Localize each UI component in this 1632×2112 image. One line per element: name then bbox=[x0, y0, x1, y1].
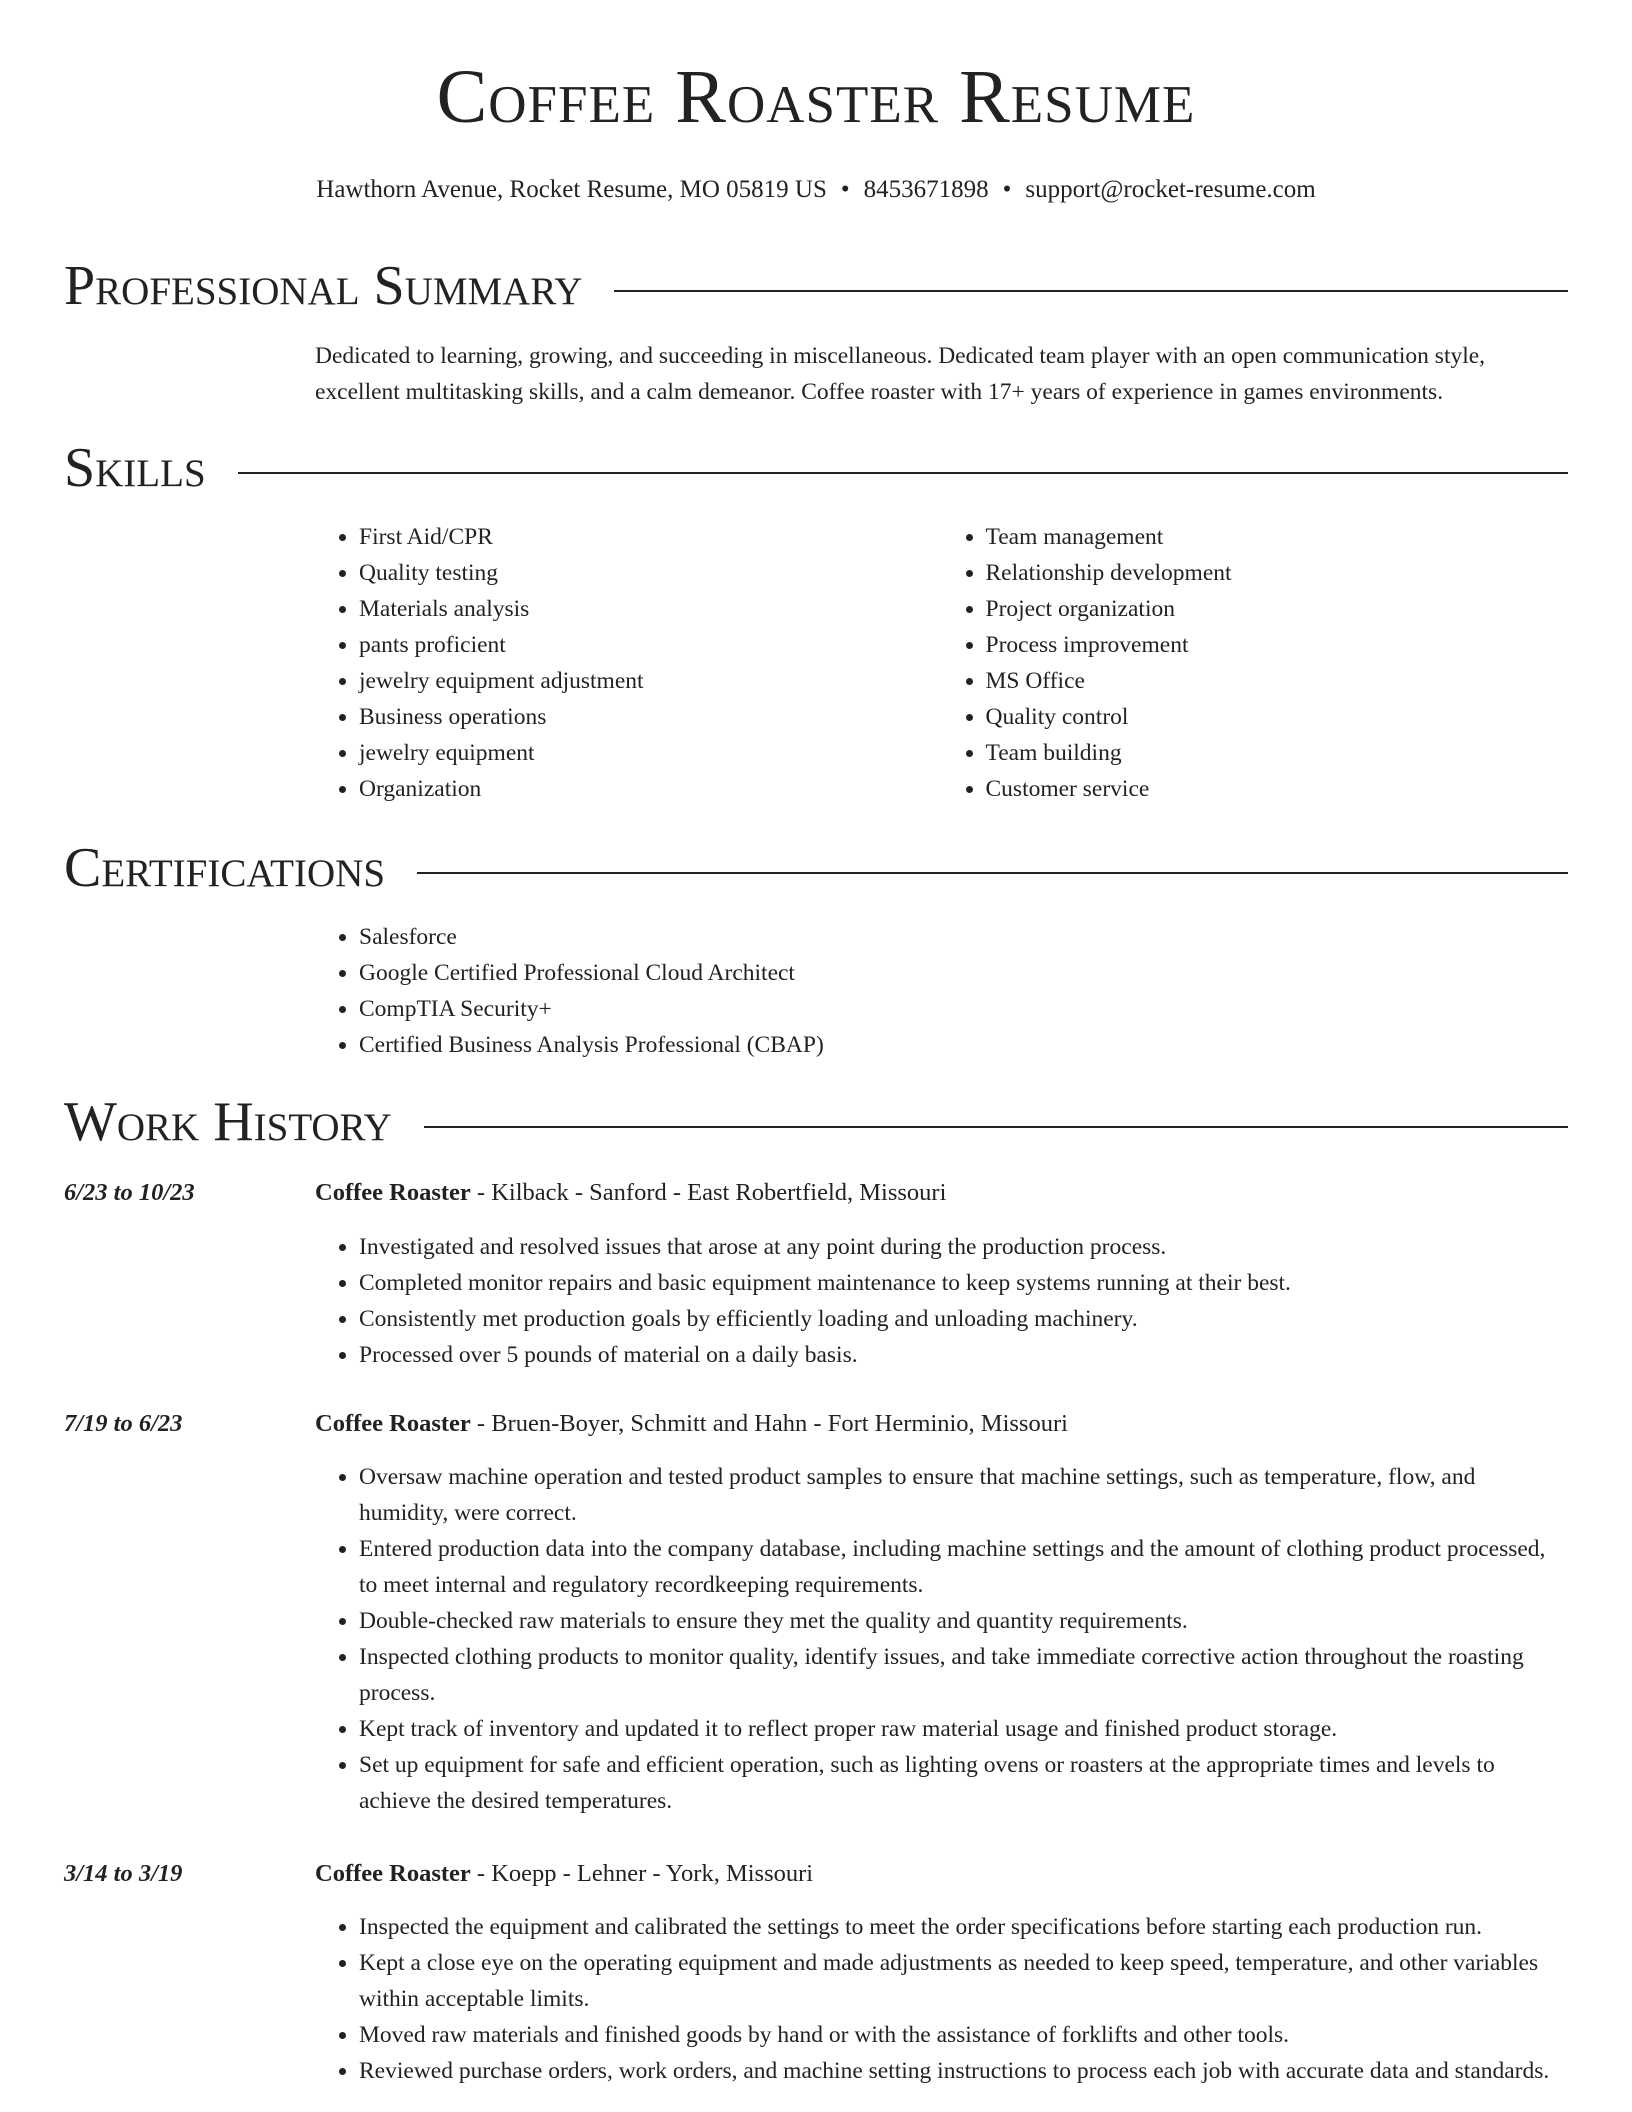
job-duty-item: • Processed over 5 pounds of material on a daily basis. bbox=[359, 1337, 1568, 1373]
skill-item: • Relationship development bbox=[986, 555, 1569, 591]
summary-text: Dedicated to learning, growing, and succeeding in miscellaneous. Dedicated team player with an open communication style, excellent multitasking skills, and a calm demeanor. Coffee roaster with 17+ years of experience in games environments. bbox=[315, 343, 1486, 405]
job-title-line bbox=[315, 1856, 1568, 1892]
job-dates: 6/23 to 10/23 bbox=[64, 1179, 195, 1206]
skill-item: • jewelry equipment bbox=[359, 735, 942, 771]
job-duty-item: • Double-checked raw materials to ensure they met the quality and quantity requirements. bbox=[359, 1603, 1568, 1639]
skill-item: • Materials analysis bbox=[359, 591, 942, 627]
certification-item: • CompTIA Security+ bbox=[359, 991, 1568, 1027]
job-employer: - Koepp - Lehner - York, Missouri bbox=[470, 1860, 814, 1887]
job-title: Coffee Roaster bbox=[315, 1179, 471, 1206]
skill-item: • pants proficient bbox=[359, 627, 942, 663]
job-duty-item: • Consistently met production goals by efficiently loading and unloading machinery. bbox=[359, 1301, 1568, 1337]
skill-item: • Customer service bbox=[986, 771, 1569, 807]
skill-item: • Team management bbox=[986, 519, 1569, 555]
contact-address: Hawthorn Avenue, Rocket Resume, MO 05819 US bbox=[316, 176, 827, 203]
section-heading: Skills bbox=[64, 437, 206, 499]
certification-item: • Google Certified Professional Cloud Architect bbox=[359, 955, 1568, 991]
skill-item: • Team building bbox=[986, 735, 1569, 771]
certification-item: • Salesforce bbox=[359, 919, 1568, 955]
job-duties bbox=[315, 1909, 1568, 2089]
skill-item: • Quality control bbox=[986, 699, 1569, 735]
job-duty-item: • Set up equipment for safe and efficient operation, such as lighting ovens or roasters at the appropriate times and levels to achieve the desired temperatures. bbox=[359, 1747, 1568, 1819]
certification-item: • Certified Business Analysis Professional (CBAP) bbox=[359, 1027, 1568, 1063]
job-duty-item: • Inspected clothing products to monitor quality, identify issues, and take immediate corrective action throughout the roasting process. bbox=[359, 1639, 1568, 1711]
section-divider bbox=[614, 290, 1568, 292]
job-duties bbox=[315, 1229, 1568, 1373]
skill-item: • Organization bbox=[359, 771, 942, 807]
skill-item: • MS Office bbox=[986, 663, 1569, 699]
job-duty-item: • Completed monitor repairs and basic equipment maintenance to keep systems running at their best. bbox=[359, 1265, 1568, 1301]
job-title-line bbox=[315, 1406, 1568, 1442]
job-title: Coffee Roaster bbox=[315, 1410, 471, 1437]
section-certifications bbox=[64, 838, 1568, 900]
section-professional-summary bbox=[64, 256, 1568, 318]
section-heading: Professional Summary bbox=[64, 255, 583, 317]
job-employer: - Kilback - Sanford - East Robertfield, Missouri bbox=[470, 1179, 947, 1206]
skill-item: • Project organization bbox=[986, 591, 1569, 627]
contact-line bbox=[0, 174, 1632, 207]
skills-list bbox=[315, 519, 1568, 807]
job-employer: - Bruen-Boyer, Schmitt and Hahn - Fort Herminio, Missouri bbox=[470, 1410, 1068, 1437]
section-divider bbox=[417, 872, 1568, 874]
section-work-history bbox=[64, 1092, 1568, 1154]
job-duty-item: • Reviewed purchase orders, work orders, and machine setting instructions to process each job with accurate data and standards. bbox=[359, 2053, 1568, 2089]
skill-item: • Business operations bbox=[359, 699, 942, 735]
certifications-list bbox=[315, 919, 1568, 1063]
job-dates: 7/19 to 6/23 bbox=[64, 1410, 183, 1437]
skill-item: • jewelry equipment adjustment bbox=[359, 663, 942, 699]
skills-column-right bbox=[942, 519, 1569, 807]
section-skills bbox=[64, 438, 1568, 500]
skill-item: • First Aid/CPR bbox=[359, 519, 942, 555]
contact-separator: • bbox=[1002, 176, 1012, 203]
job-dates: 3/14 to 3/19 bbox=[64, 1860, 183, 1887]
skill-item: • Quality testing bbox=[359, 555, 942, 591]
job-duty-item: • Kept a close eye on the operating equipment and made adjustments as needed to keep speed, temperature, and other variables within acceptable limits. bbox=[359, 1945, 1568, 2017]
section-heading: Work History bbox=[64, 1091, 392, 1153]
job-duty-item: • Investigated and resolved issues that arose at any point during the production process. bbox=[359, 1229, 1568, 1265]
contact-phone: 8453671898 bbox=[863, 176, 989, 203]
job-title: Coffee Roaster bbox=[315, 1860, 471, 1887]
contact-email: support@rocket-resume.com bbox=[1025, 176, 1316, 203]
section-divider bbox=[424, 1126, 1568, 1128]
job-duty-item: • Kept track of inventory and updated it to reflect proper raw material usage and finished product storage. bbox=[359, 1711, 1568, 1747]
contact-separator: • bbox=[840, 176, 850, 203]
job-duty-item: • Inspected the equipment and calibrated the settings to meet the order specifications before starting each production run. bbox=[359, 1909, 1568, 1945]
section-heading: Certifications bbox=[64, 837, 386, 899]
job-duties bbox=[315, 1459, 1568, 1819]
job-duty-item: • Entered production data into the company database, including machine settings and the amount of clothing product processed, to meet internal and regulatory recordkeeping requirements. bbox=[359, 1531, 1568, 1603]
skill-item: • Process improvement bbox=[986, 627, 1569, 663]
job-duty-item: • Oversaw machine operation and tested product samples to ensure that machine settings, such as temperature, flow, and humidity, were correct. bbox=[359, 1459, 1568, 1531]
job-duty-item: • Moved raw materials and finished goods by hand or with the assistance of forklifts and other tools. bbox=[359, 2017, 1568, 2053]
resume-title: Coffee Roaster Resume bbox=[436, 55, 1196, 139]
section-divider bbox=[238, 472, 1568, 474]
skills-column-left bbox=[315, 519, 942, 807]
job-title-line bbox=[315, 1175, 1568, 1211]
